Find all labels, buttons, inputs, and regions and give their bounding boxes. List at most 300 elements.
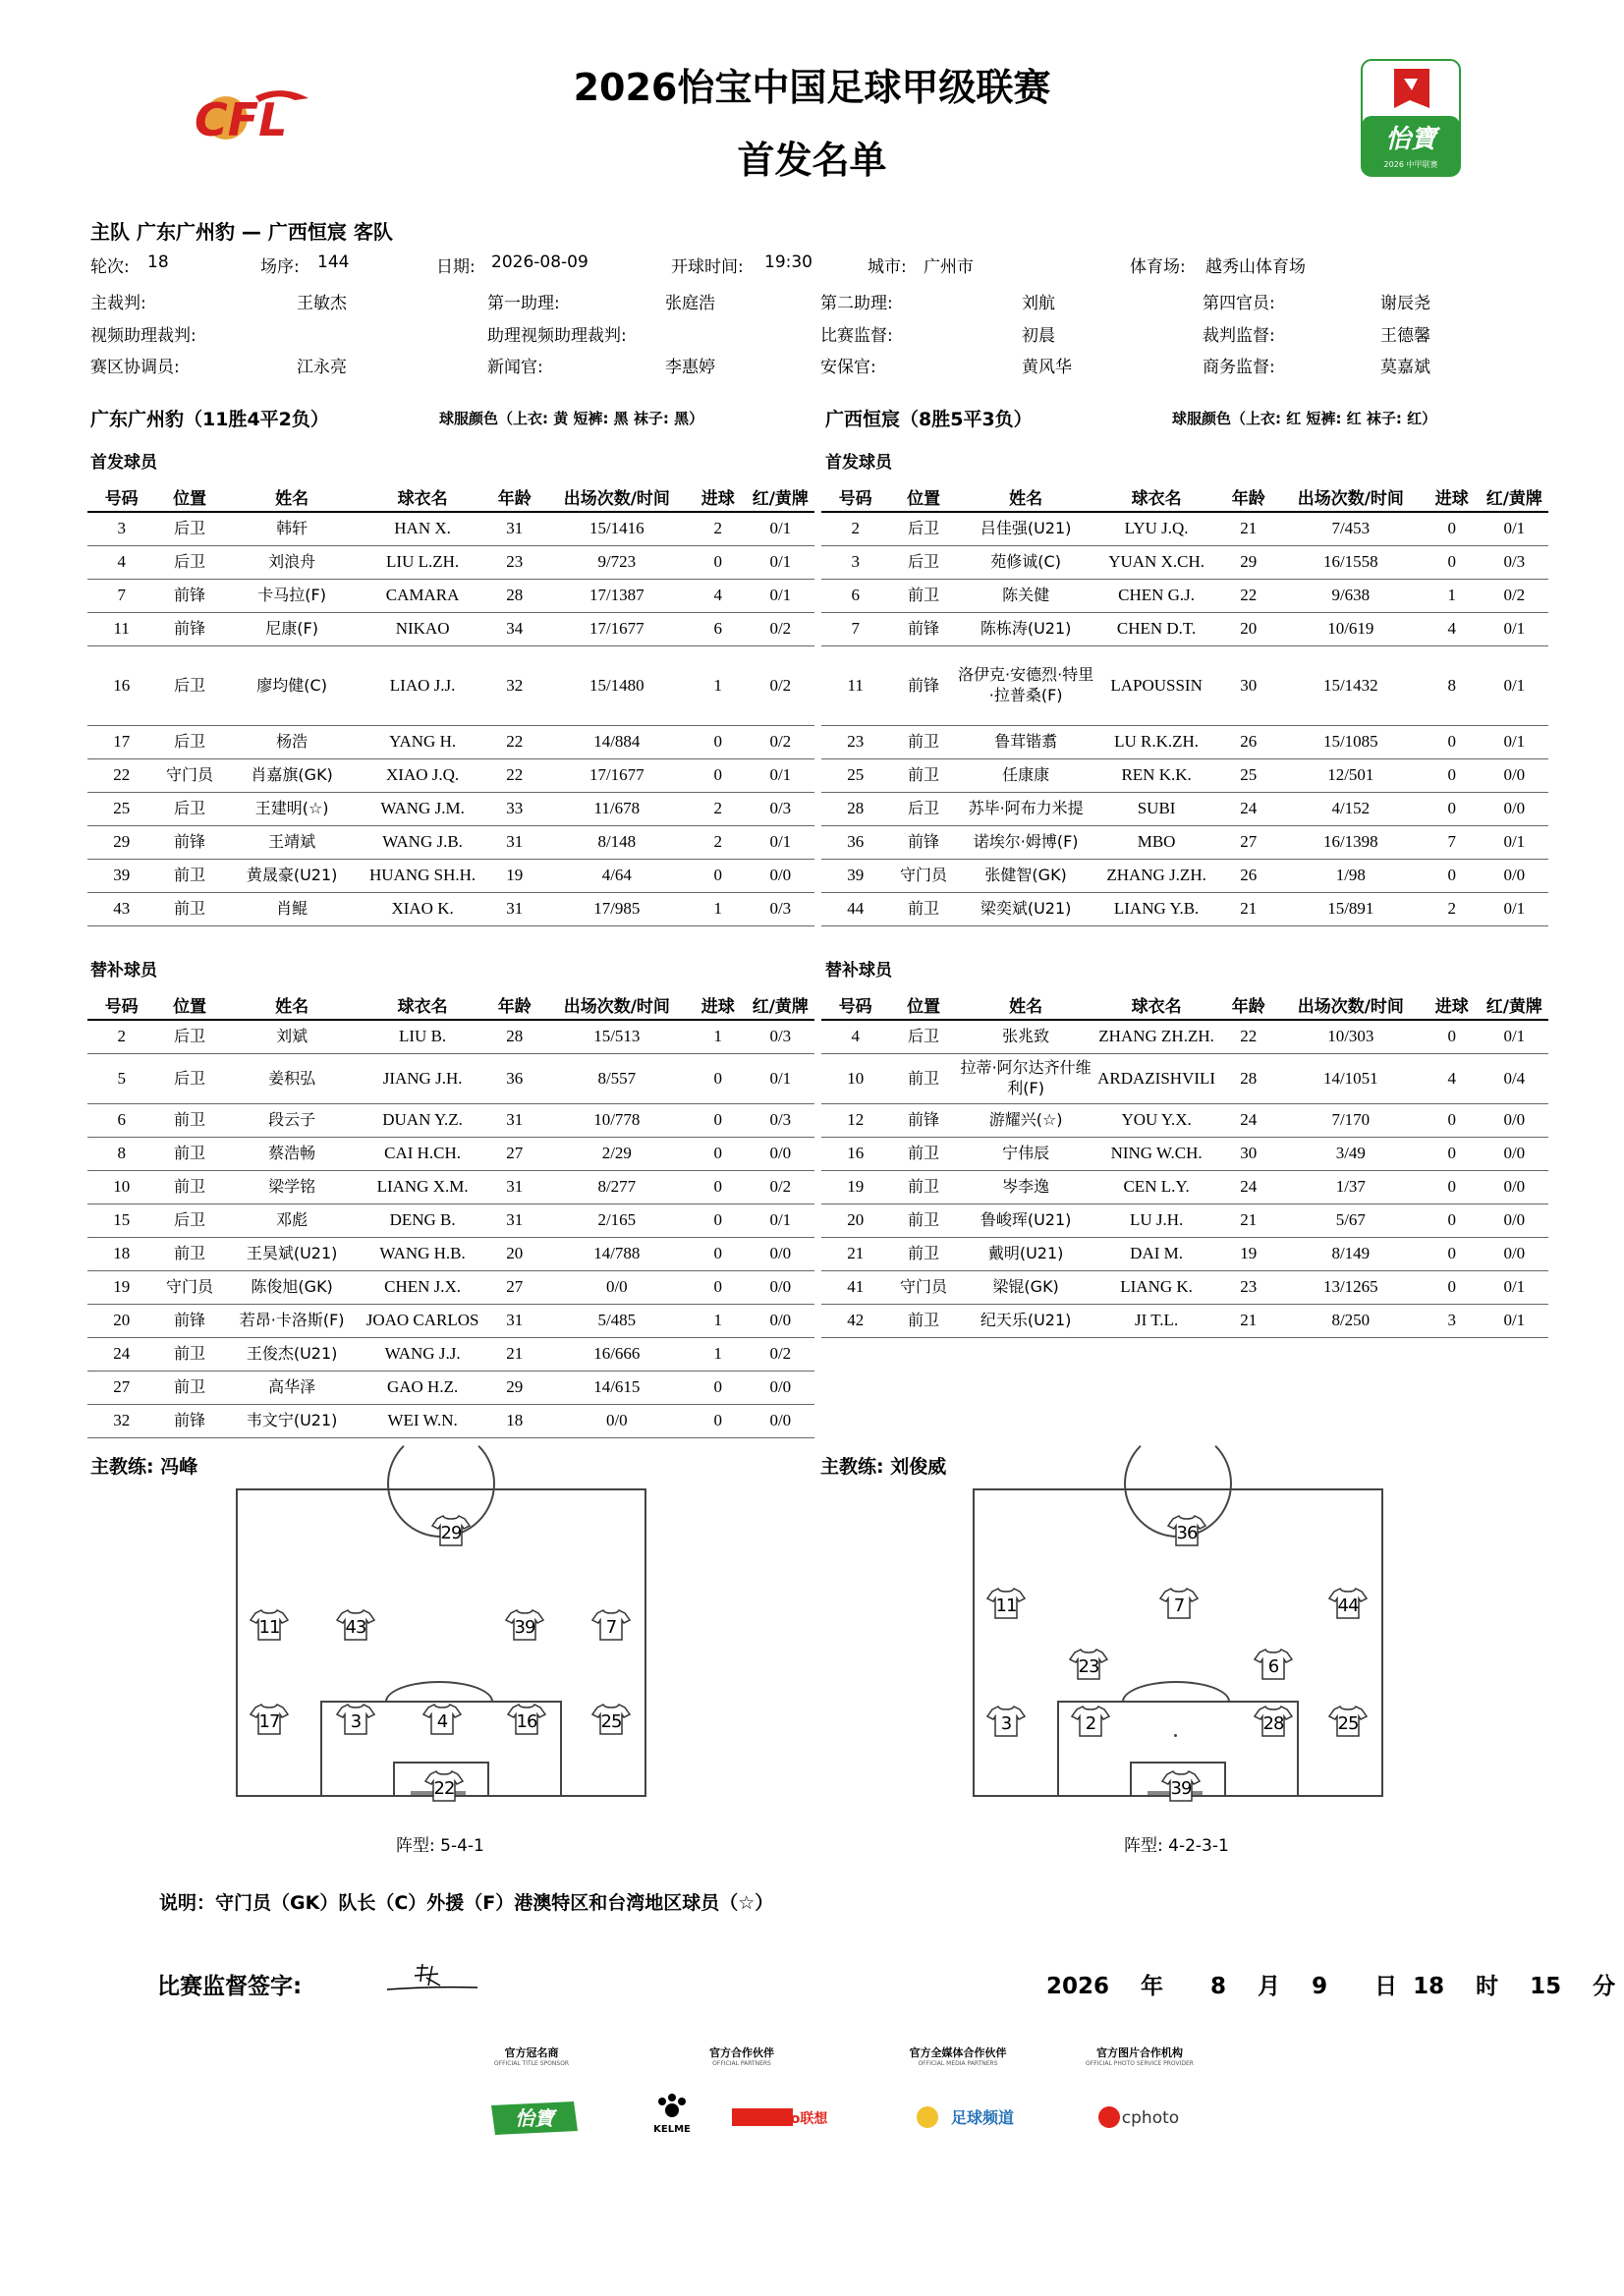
player-name: 吕佳强(U21) — [958, 512, 1094, 546]
cards: 0/1 — [1481, 826, 1548, 860]
shirt-name: SUBI — [1094, 793, 1219, 826]
appearances-minutes: 12/501 — [1278, 759, 1424, 793]
goals: 2 — [690, 793, 747, 826]
player-position: 前卫 — [889, 1054, 957, 1104]
stadium-value: 越秀山体育场 — [1205, 257, 1306, 277]
player-position: 前锋 — [155, 580, 223, 613]
goals: 0 — [1424, 1271, 1481, 1305]
player-position: 守门员 — [889, 1271, 957, 1305]
round-label: 轮次: — [90, 257, 130, 277]
goals: 4 — [690, 580, 747, 613]
sponsor-category: 官方全媒体合作伙伴 OFFICIAL MEDIA PARTNERS — [909, 2046, 1007, 2067]
stadium-label: 体育场: — [1130, 257, 1186, 277]
column-header: 红/黄牌 — [747, 989, 814, 1020]
official-label: 安保官: — [820, 358, 876, 377]
column-header: 位置 — [155, 481, 223, 512]
player-number: 16 — [87, 646, 155, 726]
player-position: 前卫 — [155, 1338, 223, 1372]
sponsor-category: 官方冠名商 OFFICIAL TITLE SPONSOR — [493, 2046, 570, 2067]
player-position: 前卫 — [889, 1305, 957, 1338]
appearances-minutes: 13/1265 — [1278, 1271, 1424, 1305]
appearances-minutes: 14/1051 — [1278, 1054, 1424, 1104]
player-position: 前卫 — [889, 1138, 957, 1171]
legend-note: 说明：守门员（GK）队长（C）外援（F）港澳特区和台湾地区球员（☆） — [159, 1892, 774, 1914]
player-row — [821, 860, 1548, 893]
player-name: 张兆致 — [958, 1020, 1094, 1054]
column-header: 年龄 — [1219, 481, 1278, 512]
appearances-minutes: 14/884 — [544, 726, 690, 759]
player-position: 前锋 — [155, 1305, 223, 1338]
goals: 0 — [690, 1104, 747, 1138]
player-number: 11 — [821, 646, 889, 726]
away-team-record: 广西恒宸（8胜5平3负） — [825, 409, 1033, 430]
appearances-minutes: 16/1558 — [1278, 546, 1424, 580]
player-position: 前卫 — [155, 1171, 223, 1204]
player-shirt-icon — [1254, 1705, 1293, 1738]
official-label: 视频助理裁判: — [90, 326, 196, 346]
appearances-minutes: 10/778 — [544, 1104, 690, 1138]
home-team-record: 广东广州豹（11胜4平2负） — [90, 409, 329, 430]
away-coach: 主教练: 刘俊威 — [820, 1456, 947, 1478]
column-header: 年龄 — [485, 989, 544, 1020]
appearances-minutes: 9/638 — [1278, 580, 1424, 613]
away-starters-heading: 首发球员 — [825, 453, 892, 473]
player-age: 31 — [485, 826, 544, 860]
player-number: 7 — [821, 613, 889, 646]
appearances-minutes: 8/250 — [1278, 1305, 1424, 1338]
player-row — [87, 1204, 814, 1238]
appearances-minutes: 5/67 — [1278, 1204, 1424, 1238]
home-subs-heading: 替补球员 — [90, 961, 157, 980]
appearances-minutes: 7/170 — [1278, 1104, 1424, 1138]
seq-value: 144 — [317, 252, 350, 272]
player-position: 前锋 — [889, 613, 957, 646]
shirt-name: WANG J.J. — [361, 1338, 485, 1372]
player-age: 34 — [485, 613, 544, 646]
column-header: 出场次数/时间 — [544, 481, 690, 512]
goals: 4 — [1424, 1054, 1481, 1104]
appearances-minutes: 17/985 — [544, 893, 690, 926]
player-row — [821, 1020, 1548, 1054]
goals: 0 — [690, 1271, 747, 1305]
svg-text:CFL: CFL — [195, 93, 288, 146]
goals: 0 — [690, 860, 747, 893]
official-name: 谢辰尧 — [1380, 294, 1430, 313]
player-name: 韩轩 — [224, 512, 361, 546]
shirt-name: LIANG K. — [1094, 1271, 1219, 1305]
shirt-name: HAN X. — [361, 512, 485, 546]
appearances-minutes: 5/485 — [544, 1305, 690, 1338]
player-shirt-number: 2 — [1085, 1713, 1096, 1734]
player-age: 24 — [1219, 793, 1278, 826]
cards: 0/0 — [747, 860, 814, 893]
column-header: 出场次数/时间 — [1278, 989, 1424, 1020]
player-position: 后卫 — [155, 1054, 223, 1104]
player-number: 22 — [87, 759, 155, 793]
column-header: 进球 — [1424, 989, 1481, 1020]
shirt-name: XIAO K. — [361, 893, 485, 926]
cards: 0/1 — [1481, 1271, 1548, 1305]
player-number: 7 — [87, 580, 155, 613]
player-age: 21 — [1219, 893, 1278, 926]
goals: 3 — [1424, 1305, 1481, 1338]
goals: 8 — [1424, 646, 1481, 726]
player-number: 39 — [821, 860, 889, 893]
table-header-row — [821, 481, 1548, 512]
away-starters-table — [821, 481, 1548, 926]
player-row — [821, 793, 1548, 826]
goals: 0 — [690, 726, 747, 759]
player-name: 王昊斌(U21) — [224, 1238, 361, 1271]
player-row — [87, 793, 814, 826]
column-header: 红/黄牌 — [1481, 481, 1548, 512]
player-name: 拉蒂·阿尔达齐什维利(F) — [958, 1054, 1094, 1104]
player-position: 前锋 — [155, 613, 223, 646]
goals: 1 — [690, 1020, 747, 1054]
shirt-name: WANG H.B. — [361, 1238, 485, 1271]
shirt-name: CHEN D.T. — [1094, 613, 1219, 646]
official-name: 王敏杰 — [297, 294, 347, 313]
goals: 1 — [1424, 580, 1481, 613]
goals: 0 — [1424, 1104, 1481, 1138]
player-age: 28 — [485, 580, 544, 613]
appearances-minutes: 16/1398 — [1278, 826, 1424, 860]
player-name: 洛伊克·安德烈·特里·拉普桑(F) — [958, 646, 1094, 726]
player-shirt-icon — [1167, 1514, 1206, 1547]
cards: 0/0 — [747, 1238, 814, 1271]
player-age: 20 — [485, 1238, 544, 1271]
shirt-name: CAMARA — [361, 580, 485, 613]
player-age: 23 — [1219, 1271, 1278, 1305]
official-label: 裁判监督: — [1203, 326, 1275, 346]
player-shirt-number: 11 — [995, 1596, 1017, 1616]
column-header: 球衣名 — [1094, 989, 1219, 1020]
official-label: 第二助理: — [820, 294, 893, 313]
appearances-minutes: 8/148 — [544, 826, 690, 860]
player-shirt-number: 17 — [258, 1711, 280, 1732]
player-age: 18 — [485, 1405, 544, 1438]
player-name: 廖均健(C) — [224, 646, 361, 726]
official-label: 商务监督: — [1203, 358, 1275, 377]
player-row — [821, 826, 1548, 860]
column-header: 姓名 — [958, 481, 1094, 512]
player-position: 前锋 — [889, 646, 957, 726]
shirt-name: MBO — [1094, 826, 1219, 860]
player-name: 段云子 — [224, 1104, 361, 1138]
cards: 0/2 — [747, 646, 814, 726]
player-position: 前卫 — [889, 1204, 957, 1238]
shirt-name: LAPOUSSIN — [1094, 646, 1219, 726]
player-age: 21 — [1219, 1204, 1278, 1238]
player-position: 后卫 — [155, 646, 223, 726]
player-number: 32 — [87, 1405, 155, 1438]
player-name: 陈俊旭(GK) — [224, 1271, 361, 1305]
player-position: 后卫 — [155, 546, 223, 580]
player-position: 守门员 — [155, 759, 223, 793]
table-header-row — [87, 989, 814, 1020]
shirt-name: DUAN Y.Z. — [361, 1104, 485, 1138]
player-name: 黄晟豪(U21) — [224, 860, 361, 893]
appearances-minutes: 4/152 — [1278, 793, 1424, 826]
goals: 0 — [1424, 860, 1481, 893]
yibao-sponsor-logo — [489, 2098, 580, 2137]
cards: 0/1 — [747, 580, 814, 613]
player-number: 25 — [821, 759, 889, 793]
player-row — [821, 1238, 1548, 1271]
player-name: 岑李逸 — [958, 1171, 1094, 1204]
cards: 0/4 — [1481, 1054, 1548, 1104]
player-row — [821, 1171, 1548, 1204]
player-name: 高华泽 — [224, 1372, 361, 1405]
goals: 0 — [1424, 512, 1481, 546]
home-coach: 主教练: 冯峰 — [90, 1456, 198, 1478]
goals: 6 — [690, 613, 747, 646]
player-shirt-number: 4 — [436, 1711, 448, 1732]
player-name: 鲁茸锴翥 — [958, 726, 1094, 759]
column-header: 位置 — [889, 481, 957, 512]
player-shirt-icon — [1161, 1769, 1201, 1803]
goals: 4 — [1424, 613, 1481, 646]
player-number: 15 — [87, 1204, 155, 1238]
away-kit-colors: 球服颜色（上衣: 红 短裤: 红 袜子: 红） — [1172, 410, 1437, 427]
away-formation-label: 阵型: 4-2-3-1 — [1124, 1836, 1229, 1856]
cards: 0/0 — [1481, 759, 1548, 793]
player-position: 前卫 — [155, 893, 223, 926]
player-row — [821, 1138, 1548, 1171]
official-label: 比赛监督: — [820, 326, 893, 346]
player-age: 22 — [1219, 1020, 1278, 1054]
shirt-name: DAI M. — [1094, 1238, 1219, 1271]
cards: 0/1 — [747, 759, 814, 793]
shirt-name: CHEN J.X. — [361, 1271, 485, 1305]
player-row — [87, 893, 814, 926]
shirt-name: HUANG SH.H. — [361, 860, 485, 893]
column-header: 出场次数/时间 — [1278, 481, 1424, 512]
player-position: 前卫 — [889, 580, 957, 613]
player-shirt-number: 44 — [1337, 1596, 1359, 1616]
goals: 0 — [1424, 793, 1481, 826]
cards: 0/0 — [1481, 1138, 1548, 1171]
svg-text:cphoto: cphoto — [1121, 2108, 1180, 2128]
player-number: 41 — [821, 1271, 889, 1305]
cards: 0/2 — [747, 1338, 814, 1372]
player-name: 游耀兴(☆) — [958, 1104, 1094, 1138]
player-shirt-icon — [336, 1703, 375, 1736]
player-shirt-icon — [1328, 1705, 1368, 1738]
cards: 0/1 — [1481, 613, 1548, 646]
player-number: 6 — [821, 580, 889, 613]
player-row — [87, 1338, 814, 1372]
player-age: 24 — [1219, 1104, 1278, 1138]
shirt-name: LIAO J.J. — [361, 646, 485, 726]
appearances-minutes: 15/513 — [544, 1020, 690, 1054]
supervisor-signature-label: 比赛监督签字: — [157, 1974, 303, 1999]
player-position: 前卫 — [155, 1104, 223, 1138]
player-name: 诺埃尔·姆博(F) — [958, 826, 1094, 860]
player-number: 44 — [821, 893, 889, 926]
date-value: 2026-08-09 — [491, 252, 588, 272]
player-shirt-number: 36 — [1176, 1523, 1198, 1543]
player-row — [87, 826, 814, 860]
player-age: 28 — [485, 1020, 544, 1054]
appearances-minutes: 8/277 — [544, 1171, 690, 1204]
player-shirt-icon — [507, 1703, 546, 1736]
goals: 2 — [690, 512, 747, 546]
player-shirt-icon — [1254, 1648, 1293, 1681]
player-name: 苏毕·阿布力米提 — [958, 793, 1094, 826]
player-age: 21 — [1219, 1305, 1278, 1338]
player-row — [87, 726, 814, 759]
kickoff-value: 19:30 — [764, 252, 812, 272]
shirt-name: WANG J.M. — [361, 793, 485, 826]
appearances-minutes: 16/666 — [544, 1338, 690, 1372]
cards: 0/1 — [747, 512, 814, 546]
player-number: 2 — [821, 512, 889, 546]
cards: 0/1 — [747, 1054, 814, 1104]
column-header: 号码 — [87, 481, 155, 512]
player-name: 刘浪舟 — [224, 546, 361, 580]
player-name: 韦文宁(U21) — [224, 1405, 361, 1438]
cards: 0/1 — [1481, 726, 1548, 759]
cards: 0/2 — [747, 613, 814, 646]
player-name: 杨浩 — [224, 726, 361, 759]
appearances-minutes: 10/303 — [1278, 1020, 1424, 1054]
player-row — [87, 512, 814, 546]
player-age: 23 — [485, 546, 544, 580]
player-row — [87, 580, 814, 613]
page-subtitle: 首发名单 — [737, 139, 887, 182]
shirt-name: DENG B. — [361, 1204, 485, 1238]
player-row — [87, 1171, 814, 1204]
cards: 0/0 — [747, 1372, 814, 1405]
shirt-name: LIU B. — [361, 1020, 485, 1054]
player-row — [821, 1305, 1548, 1338]
player-shirt-number: 6 — [1267, 1656, 1279, 1677]
home-subs-table — [87, 989, 814, 1438]
player-row — [87, 546, 814, 580]
player-shirt-icon — [250, 1608, 289, 1642]
appearances-minutes: 8/149 — [1278, 1238, 1424, 1271]
player-shirt-number: 11 — [258, 1617, 280, 1638]
player-row — [87, 1020, 814, 1054]
player-position: 后卫 — [155, 1020, 223, 1054]
player-name: 纪天乐(U21) — [958, 1305, 1094, 1338]
player-number: 4 — [87, 546, 155, 580]
player-age: 20 — [1219, 613, 1278, 646]
player-shirt-number: 7 — [605, 1617, 617, 1638]
match-line: 主队 广东广州豹 — 广西恒宸 客队 — [90, 220, 393, 244]
cards: 0/1 — [747, 546, 814, 580]
shirt-name: ARDAZISHVILI — [1094, 1054, 1219, 1104]
player-number: 11 — [87, 613, 155, 646]
player-name: 梁奕斌(U21) — [958, 893, 1094, 926]
column-header: 姓名 — [224, 481, 361, 512]
player-shirt-icon — [505, 1608, 544, 1642]
player-row — [821, 1204, 1548, 1238]
player-age: 19 — [1219, 1238, 1278, 1271]
player-age: 26 — [1219, 860, 1278, 893]
column-header: 号码 — [87, 989, 155, 1020]
svg-text:2026 中甲联赛: 2026 中甲联赛 — [1383, 160, 1438, 169]
player-age: 36 — [485, 1054, 544, 1104]
official-name: 莫嘉斌 — [1380, 358, 1430, 377]
sponsor-category: 官方合作伙伴 OFFICIAL PARTNERS — [709, 2046, 774, 2067]
player-shirt-icon — [424, 1769, 464, 1803]
player-shirt-icon — [336, 1608, 375, 1642]
column-header: 年龄 — [1219, 989, 1278, 1020]
cards: 0/1 — [747, 826, 814, 860]
player-position: 前卫 — [155, 860, 223, 893]
official-name: 张庭浩 — [665, 294, 715, 313]
player-name: 陈栋涛(U21) — [958, 613, 1094, 646]
player-number: 27 — [87, 1372, 155, 1405]
player-name: 卡马拉(F) — [224, 580, 361, 613]
player-age: 22 — [485, 726, 544, 759]
appearances-minutes: 2/165 — [544, 1204, 690, 1238]
home-starters-heading: 首发球员 — [90, 453, 157, 473]
shirt-name: CAI H.CH. — [361, 1138, 485, 1171]
home-formation-pitch — [236, 1488, 646, 1797]
player-age: 25 — [1219, 759, 1278, 793]
player-row — [821, 1271, 1548, 1305]
shirt-name: YANG H. — [361, 726, 485, 759]
player-number: 24 — [87, 1338, 155, 1372]
player-name: 肖嘉旗(GK) — [224, 759, 361, 793]
player-age: 26 — [1219, 726, 1278, 759]
shirt-name: NING W.CH. — [1094, 1138, 1219, 1171]
player-number: 29 — [87, 826, 155, 860]
player-name: 宁伟辰 — [958, 1138, 1094, 1171]
player-position: 后卫 — [889, 793, 957, 826]
cards: 0/3 — [747, 1020, 814, 1054]
player-age: 22 — [485, 759, 544, 793]
column-header: 号码 — [821, 481, 889, 512]
appearances-minutes: 15/1432 — [1278, 646, 1424, 726]
appearances-minutes: 3/49 — [1278, 1138, 1424, 1171]
shirt-name: JOAO CARLOS — [361, 1305, 485, 1338]
player-age: 32 — [485, 646, 544, 726]
shirt-name: XIAO J.Q. — [361, 759, 485, 793]
goals: 2 — [1424, 893, 1481, 926]
player-position: 前锋 — [889, 826, 957, 860]
signature-datetime: 2026 年 8 月 9 日 18 时 15 分 — [1046, 1974, 1616, 1999]
away-subs-heading: 替补球员 — [825, 961, 892, 980]
player-row — [87, 1054, 814, 1104]
player-age: 19 — [485, 860, 544, 893]
cards: 0/3 — [747, 893, 814, 926]
player-number: 3 — [87, 512, 155, 546]
goals: 0 — [1424, 726, 1481, 759]
goals: 1 — [690, 1338, 747, 1372]
player-shirt-number: 28 — [1262, 1713, 1284, 1734]
appearances-minutes: 15/1085 — [1278, 726, 1424, 759]
player-row — [87, 613, 814, 646]
official-name: 江永亮 — [297, 358, 347, 377]
shirt-name: CHEN G.J. — [1094, 580, 1219, 613]
goals: 0 — [690, 1405, 747, 1438]
player-name: 陈关健 — [958, 580, 1094, 613]
appearances-minutes: 14/788 — [544, 1238, 690, 1271]
cards: 0/0 — [1481, 860, 1548, 893]
official-name: 李惠婷 — [665, 358, 715, 377]
goals: 2 — [690, 826, 747, 860]
player-shirt-number: 23 — [1078, 1656, 1099, 1677]
player-age: 27 — [1219, 826, 1278, 860]
player-age: 29 — [485, 1372, 544, 1405]
player-row — [87, 1372, 814, 1405]
player-name: 张健智(GK) — [958, 860, 1094, 893]
shirt-name: ZHANG ZH.ZH. — [1094, 1020, 1219, 1054]
